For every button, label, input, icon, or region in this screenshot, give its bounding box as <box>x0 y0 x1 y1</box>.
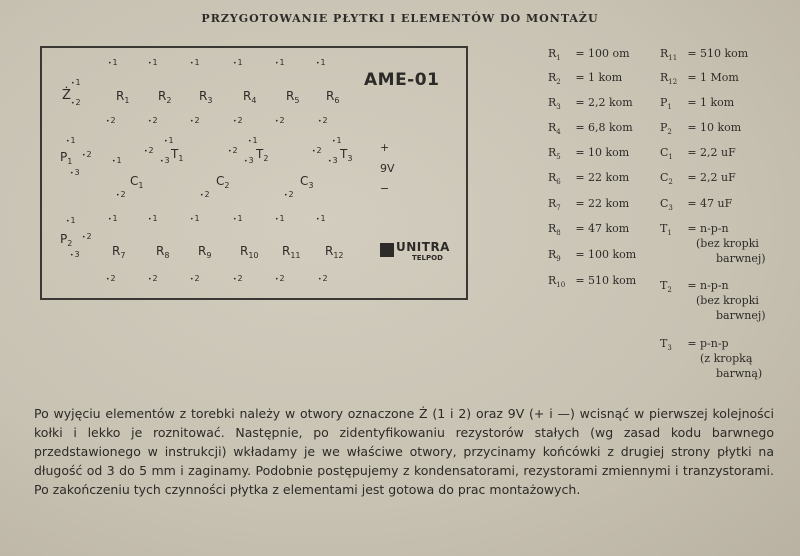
transistor-spec: $T_1 = n-p-n$ <box>660 222 729 237</box>
transistor-label: $T_3$ <box>340 147 353 163</box>
pin-2: • 2 <box>318 116 328 125</box>
pin-1: • 1 <box>148 58 158 67</box>
pin-1: • 1 <box>275 214 285 223</box>
pin-1: • 1 <box>233 58 243 67</box>
power-minus: − <box>380 182 390 195</box>
resistor-label: $R_4$ <box>243 89 257 105</box>
pin-3: • 3 <box>160 156 170 165</box>
pin-2: • 2 <box>318 274 328 283</box>
pin-2: • 2 <box>148 116 158 125</box>
pin-1: • 1 <box>112 156 122 165</box>
pin-2: • 2 <box>233 274 243 283</box>
resistor-label: $R_9$ <box>198 244 212 260</box>
pin-2: • 2 <box>284 190 294 199</box>
resistor-label: $R_3$ <box>199 89 213 105</box>
transistor-note: (bez kropki <box>696 294 759 307</box>
pin-2: • 2 <box>82 150 92 159</box>
pin-2: • 2 <box>233 116 243 125</box>
resistor-label: $R_{10}$ <box>240 244 259 260</box>
socket-label: Ż <box>62 88 71 103</box>
spec-row: $R_{11} = 510$ kom <box>660 47 749 62</box>
spec-row: $C_3 = 47$ uF <box>660 197 733 212</box>
pin-1: • 1 <box>148 214 158 223</box>
spec-row: $R_9 = 100$ kom <box>548 248 637 263</box>
voltage-label: 9V <box>380 162 395 175</box>
pin-2: • 2 <box>190 274 200 283</box>
instruction-paragraph: Po wyjęciu elementów z torebki należy w otwory oznaczone Ż (1 i 2) oraz 9V (+ i —) wcisnąć w pierwszej kolejności kołki i lekko je roznitować. Następnie, po zidentyfikowaniu rezystorów stałych (wg zasad kodu barwnego przedstawionego w instrukcji) wkładamy je we właściwe otwory, przycinamy końcówki z drugiej strony płytki na długość od 3 do 5 mm i zaginamy. Podobnie postępujemy z kondensatorami, rezystorami zmiennymi i tranzystorami. Po zakończeniu tych czynności płytka z elementami jest gotowa do prac montażowych. <box>34 406 774 497</box>
transistor-spec: $T_2 = n-p-n$ <box>660 279 729 294</box>
pin-3: • 3 <box>70 250 80 259</box>
spec-row: $P_1 = 1$ kom <box>660 96 735 111</box>
capacitor-label: $C_2$ <box>216 174 230 190</box>
spec-row: $R_1 = 100$ om <box>548 47 630 62</box>
spec-row: $R_2 = 1$ kom <box>548 71 623 86</box>
pin-2: • 2 <box>190 116 200 125</box>
spec-row: $P_2 = 10$ kom <box>660 121 742 136</box>
spec-row: $R_6 = 22$ kom <box>548 171 630 186</box>
pin-3: • 3 <box>70 168 80 177</box>
pin-1: • 1 <box>332 136 342 145</box>
pin-2: • 2 <box>106 274 116 283</box>
resistor-label: $R_8$ <box>156 244 170 260</box>
potentiometer-label: $P_1$ <box>60 150 73 166</box>
transistor-label: $T_2$ <box>256 147 269 163</box>
pin-3: • 3 <box>244 156 254 165</box>
pin-1: • 1 <box>71 78 81 87</box>
pin-1: • 1 <box>190 214 200 223</box>
resistor-label: $R_7$ <box>112 244 126 260</box>
resistor-label: $R_6$ <box>326 89 340 105</box>
spec-row: $C_2 = 2,2$ uF <box>660 171 736 186</box>
transistor-label: $T_1$ <box>171 147 184 163</box>
resistor-label: $R_{11}$ <box>282 244 301 260</box>
pin-2: • 2 <box>144 146 154 155</box>
pin-2: • 2 <box>71 98 81 107</box>
pin-1: • 1 <box>108 58 118 67</box>
spec-row: $R_7 = 22$ kom <box>548 197 630 212</box>
resistor-label: $R_5$ <box>286 89 300 105</box>
transistor-note: barwnej) <box>716 309 766 322</box>
transistor-note: barwnej) <box>716 252 766 265</box>
transistor-spec: $T_3 = p-n-p$ <box>660 337 729 352</box>
board-code: AME-01 <box>364 70 440 90</box>
pin-2: • 2 <box>148 274 158 283</box>
logo-sub: TELPOD <box>412 254 443 262</box>
pin-1: • 1 <box>316 58 326 67</box>
capacitor-label: $C_3$ <box>300 174 314 190</box>
spec-row: $R_5 = 10$ kom <box>548 146 630 161</box>
transistor-note: barwną) <box>716 367 763 380</box>
logo-name: UNITRA <box>396 240 450 254</box>
unitra-logo-icon <box>380 243 394 257</box>
pin-2: • 2 <box>116 190 126 199</box>
power-plus: + <box>380 141 390 154</box>
page-title: PRZYGOTOWANIE PŁYTKI I ELEMENTÓW DO MONTAŻU <box>201 12 599 25</box>
pin-1: • 1 <box>66 136 76 145</box>
resistor-label: $R_2$ <box>158 89 172 105</box>
pin-1: • 1 <box>108 214 118 223</box>
resistor-label: $R_{12}$ <box>325 244 344 260</box>
pin-2: • 2 <box>200 190 210 199</box>
pin-2: • 2 <box>228 146 238 155</box>
pin-1: • 1 <box>190 58 200 67</box>
pin-2: • 2 <box>106 116 116 125</box>
resistor-label: $R_1$ <box>116 89 130 105</box>
transistor-note: (z kropką <box>700 352 753 365</box>
spec-row: $R_4 = 6,8$ kom <box>548 121 633 136</box>
pin-1: • 1 <box>164 136 174 145</box>
spec-row: $R_{12} = 1$ Mom <box>660 71 739 86</box>
pin-2: • 2 <box>275 116 285 125</box>
spec-row: $C_1 = 2,2$ uF <box>660 146 736 161</box>
capacitor-label: $C_1$ <box>130 174 144 190</box>
pin-1: • 1 <box>275 58 285 67</box>
pin-1: • 1 <box>248 136 258 145</box>
pin-2: • 2 <box>275 274 285 283</box>
pin-2: • 2 <box>82 232 92 241</box>
transistor-note: (bez kropki <box>696 237 759 250</box>
spec-row: $R_8 = 47$ kom <box>548 222 630 237</box>
spec-row: $R_{10} = 510$ kom <box>548 274 637 289</box>
spec-row: $R_3 = 2,2$ kom <box>548 96 633 111</box>
pin-3: • 3 <box>328 156 338 165</box>
pin-1: • 1 <box>316 214 326 223</box>
pin-1: • 1 <box>233 214 243 223</box>
pin-2: • 2 <box>312 146 322 155</box>
potentiometer-label: $P_2$ <box>60 232 73 248</box>
pin-1: • 1 <box>66 216 76 225</box>
